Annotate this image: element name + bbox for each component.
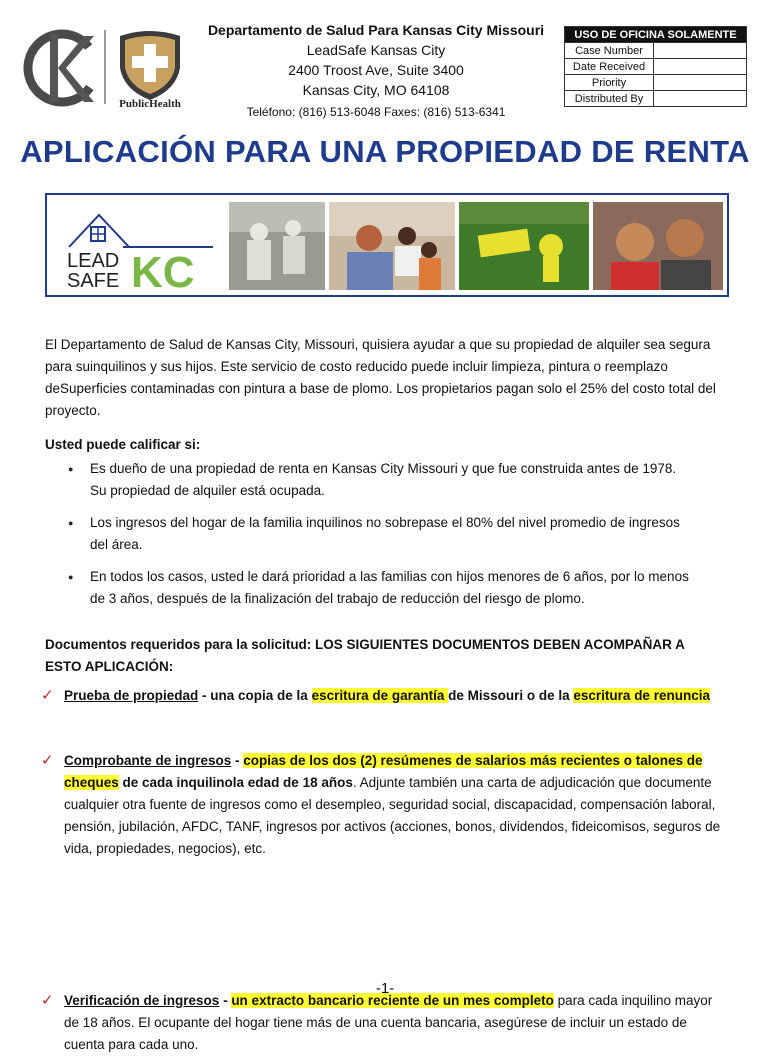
photo-family (329, 202, 455, 290)
leadsafe-banner (45, 193, 729, 297)
svg-text:KC: KC (62, 107, 64, 108)
public-health-logo (110, 28, 190, 108)
svg-text:LEAD: LEAD (67, 250, 120, 272)
date-received-field[interactable] (654, 59, 747, 75)
phone-fax: Teléfono: (816) 513-6048 Faxes: (816) 513-6341 (246, 105, 506, 119)
requirement-income-verification (41, 990, 724, 1056)
office-use-heading: USO DE OFICINA SOLAMENTE (565, 27, 747, 43)
req2-dash: - (231, 753, 244, 768)
req3-dash: - (219, 993, 232, 1008)
check-icon: ✓ (41, 992, 54, 1009)
office-use-table (564, 26, 747, 107)
req3-title: Verificación de ingresos (64, 993, 220, 1008)
kc-logo (22, 28, 102, 108)
department-name: Departamento de Salud Para Kansas City Missouri (207, 22, 545, 38)
req1-text-2: de Missouri o de la (448, 688, 574, 703)
case-number-field[interactable] (654, 43, 747, 59)
priority-field[interactable] (654, 75, 747, 91)
req2-title: Comprobante de ingresos (64, 753, 232, 768)
photo-children (593, 202, 723, 290)
intro-paragraph: El Departamento de Salud de Kansas City, Missouri, quisiera ayudar a que su propiedad de alquiler sea segura para suinquilinos y sus hijos. Este servicio de costo reducido puede incluir limpieza, pintura o reemplazo deSuperficies contaminadas con pintura a base de plomo. Los propietarios pagan solo el 25% del costo total del proyecto. (45, 337, 716, 418)
case-number-label: Case Number (565, 43, 654, 59)
city-line: Kansas City, MO 64108 (302, 82, 450, 98)
photo-yard-sign (459, 202, 589, 290)
header-block (196, 20, 556, 122)
req3-text: para cada inquilino mayor de 18 años. El ocupante del hogar tiene más de una cuenta bancaria, asegúrese de incluir un estado de cuenta para cada uno. (64, 993, 713, 1052)
qualify-item: ● Es dueño de una propiedad de renta en Kansas City Missouri y que fue construida antes de 1978. Su propiedad de alquiler está ocupada. (45, 458, 695, 502)
req1-highlight-quitclaim: escritura de renuncia (573, 688, 710, 703)
qualify-heading: Usted puede calificar si: (45, 437, 201, 452)
page-number: -1- (375, 980, 395, 997)
requirement-income-proof (41, 750, 724, 860)
page-title: APLICACIÓN PARA UNA PROPIEDAD DE RENTA (20, 134, 750, 169)
svg-text:PublicHealth: PublicHealth (119, 98, 181, 108)
req2-text: . Adjunte también una carta de adjudicación que documente cualquier otra fuente de ingresos como el desempleo, seguridad social, discapacidad, compensación laboral, pensión, jubilación, AFDC, TANF, ingresos por activos (acciones, bonos, dividendos, fideicomisos, seguros de vida, propiedades, negocios), etc. (64, 775, 721, 856)
check-icon: ✓ (41, 752, 54, 769)
priority-label: Priority (565, 75, 654, 91)
logo-divider (104, 30, 106, 104)
requirement-property-proof (41, 685, 744, 707)
org-name: LeadSafe Kansas City (306, 42, 446, 58)
req1-highlight-deed: escritura de garantía (311, 688, 449, 703)
req1-text: - una copia de la (198, 688, 312, 703)
address-line: 2400 Troost Ave, Suite 3400 (288, 62, 464, 78)
req1-title: Prueba de propiedad (64, 688, 199, 703)
qualify-item: ● En todos los casos, usted le dará prioridad a las familias con hijos menores de 6 años, por lo menos de 3 años, después de la finalización del trabajo de reducción del riesgo de plomo. (45, 566, 695, 610)
req2-highlight: copias de los dos (2) resúmenes de salarios más recientes o talones de cheques (64, 753, 703, 790)
req3-highlight: un extracto bancario reciente de un mes completo (231, 993, 554, 1008)
distributed-by-label: Distributed By (565, 91, 654, 107)
req2-bold-text: de cada inquilinola edad de 18 años (118, 775, 353, 790)
qualify-item: ● Los ingresos del hogar de la familia inquilinos no sobrepase el 80% del nivel promedio de ingresos del área. (45, 512, 695, 556)
qualify-list (45, 458, 695, 610)
documents-heading: Documentos requeridos para la solicitud: LOS SIGUIENTES DOCUMENTOS DEBEN ACOMPAÑAR A ESTO APLICACIÓN: (45, 637, 685, 674)
distributed-by-field[interactable] (654, 91, 747, 107)
date-received-label: Date Received (565, 59, 654, 75)
qualify-list-container (45, 458, 695, 620)
svg-text:SAFE: SAFE (67, 270, 120, 289)
leadsafe-kc-logo (63, 203, 223, 289)
check-icon: ✓ (41, 687, 54, 704)
svg-text:KC: KC (131, 248, 195, 289)
photo-workers (229, 202, 325, 290)
